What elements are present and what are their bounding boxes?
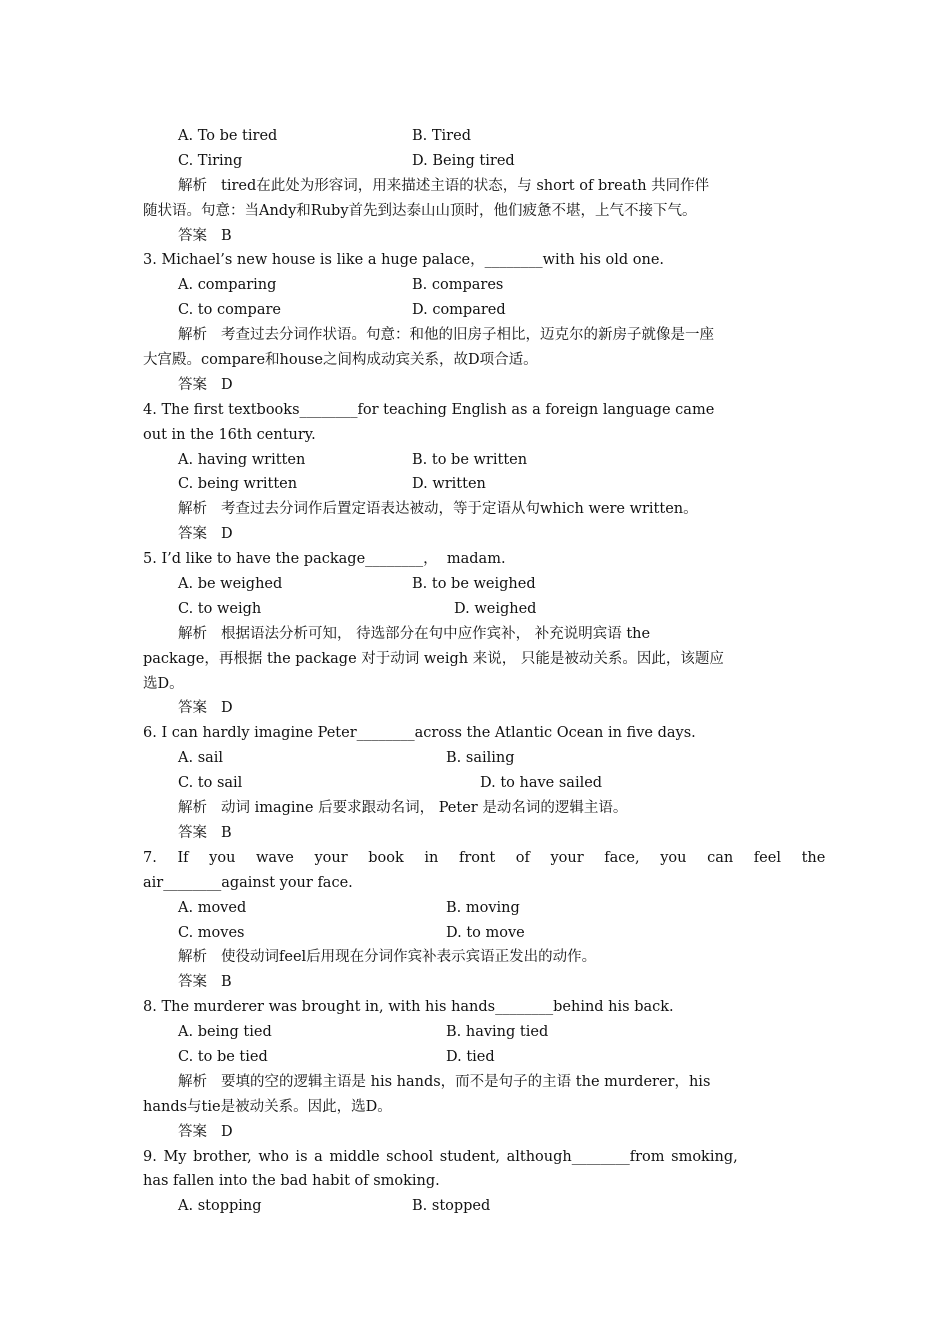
option-a: A. sail: [178, 750, 224, 767]
analysis-text: 使役动词feel后用现在分词作宾补表示宾语正发出的动作。: [221, 949, 597, 966]
option-a: A. To be tired: [178, 128, 278, 144]
analysis-text: 考查过去分词作状语。句意：和他的旧房子相比，迈克尔的新房子就像是一座: [221, 327, 714, 344]
option-d: D. compared: [412, 302, 506, 319]
options-row-cd: [143, 771, 807, 796]
answer: [143, 970, 807, 995]
options-row-ab: [143, 273, 807, 298]
question-stem: 8. The murderer was brought in, with his hands________behind his back.: [143, 999, 674, 1016]
option-c: C. to compare: [178, 302, 282, 319]
option-d: D. tied: [446, 1048, 495, 1065]
options-row-cd: [143, 149, 807, 174]
option-c: C. moves: [178, 924, 245, 941]
question-stem: 9. My brother, who is a middle school student, although________from smoking,: [143, 1148, 738, 1165]
option-a: A. comparing: [178, 277, 277, 294]
answer-value: B: [221, 227, 232, 244]
answer-label: 答案: [178, 974, 207, 991]
analysis: [143, 1070, 807, 1095]
question-stem-continued: out in the 16th century.: [143, 426, 316, 443]
option-b: B. to be weighed: [412, 576, 536, 593]
answer-value: B: [221, 824, 232, 841]
analysis-label: 解析: [178, 1073, 207, 1090]
answer-label: 答案: [178, 1123, 207, 1140]
option-a: A. moved: [178, 899, 247, 916]
analysis-text: 根据语法分析可知， 待选部分在句中应作宾补， 补充说明宾语 the: [221, 625, 651, 642]
analysis: [143, 174, 807, 199]
option-a: A. stopping: [178, 1198, 262, 1215]
answer-value: D: [221, 700, 233, 717]
analysis: [143, 323, 807, 348]
options-row-ab: [143, 746, 807, 771]
question-stem: 7. If you wave your book in front of your face, you can feel the: [143, 849, 826, 866]
question-stem: 4. The first textbooks________for teaching English as a foreign language came: [143, 401, 715, 418]
options-row-ab: [143, 1020, 807, 1045]
options-row-cd: [143, 1045, 807, 1070]
question-stem-continued: has fallen into the bad habit of smoking.: [143, 1173, 440, 1190]
answer: [143, 1120, 807, 1145]
analysis-label: 解析: [178, 177, 207, 194]
analysis-label: 解析: [178, 949, 207, 966]
options-row-ab: [143, 448, 807, 473]
answer-value: B: [221, 974, 232, 991]
option-a: A. be weighed: [178, 576, 283, 593]
options-row-ab: [143, 896, 807, 921]
option-b: B. moving: [446, 899, 520, 916]
option-a: A. being tied: [178, 1024, 272, 1041]
option-b: B. stopped: [412, 1198, 491, 1215]
analysis-continued: 随状语。句意：当Andy和Ruby首先到达泰山山顶时，他们疲惫不堪，上气不接下气。: [143, 202, 697, 219]
options-row-cd: [143, 472, 807, 497]
option-d: D. weighed: [454, 600, 537, 617]
analysis-text: 考查过去分词作后置定语表达被动，等于定语从句which were written。: [221, 501, 698, 518]
option-b: B. Tired: [412, 128, 471, 144]
analysis-label: 解析: [178, 800, 207, 817]
analysis-text: tired在此处为形容词，用来描述主语的状态，与 short of breath 共同作伴: [221, 177, 710, 194]
options-row-cd: [143, 921, 807, 946]
question-stem: 5. I’d like to have the package________， madam.: [143, 551, 506, 568]
options-row-cd: [143, 597, 807, 622]
option-b: B. sailing: [446, 750, 515, 767]
answer: [143, 696, 807, 721]
analysis: [143, 796, 807, 821]
analysis-label: 解析: [178, 625, 207, 642]
analysis-label: 解析: [178, 501, 207, 518]
analysis-continued: hands与tie是被动关系。因此，选D。: [143, 1098, 392, 1115]
answer-value: D: [221, 376, 233, 393]
analysis: [143, 622, 807, 647]
question-stem: 6. I can hardly imagine Peter________across the Atlantic Ocean in five days.: [143, 725, 696, 742]
answer-label: 答案: [178, 526, 207, 543]
option-c: C. to be tied: [178, 1048, 268, 1065]
analysis-continued: package，再根据 the package 对于动词 weigh 来说， 只能是被动关系。因此，该题应: [143, 650, 724, 667]
answer-label: 答案: [178, 824, 207, 841]
option-b: B. to be written: [412, 451, 528, 468]
options-row-ab: [143, 1194, 807, 1219]
analysis-text: 动词 imagine 后要求跟动名词， Peter 是动名词的逻辑主语。: [221, 800, 628, 817]
answer-value: D: [221, 1123, 233, 1140]
analysis-continued: 大宫殿。compare和house之间构成动宾关系，故D项合适。: [143, 352, 538, 369]
options-row-ab: [143, 572, 807, 597]
option-c: C. being written: [178, 476, 298, 493]
option-c: C. Tiring: [178, 152, 243, 169]
analysis-text: 要填的空的逻辑主语是 his hands，而不是句子的主语 the murderer，his: [221, 1073, 711, 1090]
analysis-continued: 选D。: [143, 675, 184, 692]
answer: [143, 373, 807, 398]
option-a: A. having written: [178, 451, 306, 468]
option-d: D. to move: [446, 924, 525, 941]
option-d: D. to have sailed: [480, 775, 603, 792]
analysis: [143, 497, 807, 522]
analysis: [143, 945, 807, 970]
options-row-cd: [143, 298, 807, 323]
answer: [143, 224, 807, 249]
analysis-label: 解析: [178, 327, 207, 344]
question-stem-continued: air________against your face.: [143, 874, 353, 891]
option-d: D. Being tired: [412, 152, 515, 169]
option-c: C. to sail: [178, 775, 243, 792]
option-c: C. to weigh: [178, 600, 262, 617]
answer-label: 答案: [178, 227, 207, 244]
question-stem: 3. Michael’s new house is like a huge palace，________with his old one.: [143, 252, 665, 269]
answer-label: 答案: [178, 700, 207, 717]
exercise-content: [143, 124, 826, 1219]
option-b: B. compares: [412, 277, 504, 294]
option-d: D. written: [412, 476, 486, 493]
options-row-ab: [143, 124, 807, 149]
answer-value: D: [221, 526, 233, 543]
answer: [143, 522, 807, 547]
option-b: B. having tied: [446, 1024, 549, 1041]
answer: [143, 821, 807, 846]
answer-label: 答案: [178, 376, 207, 393]
